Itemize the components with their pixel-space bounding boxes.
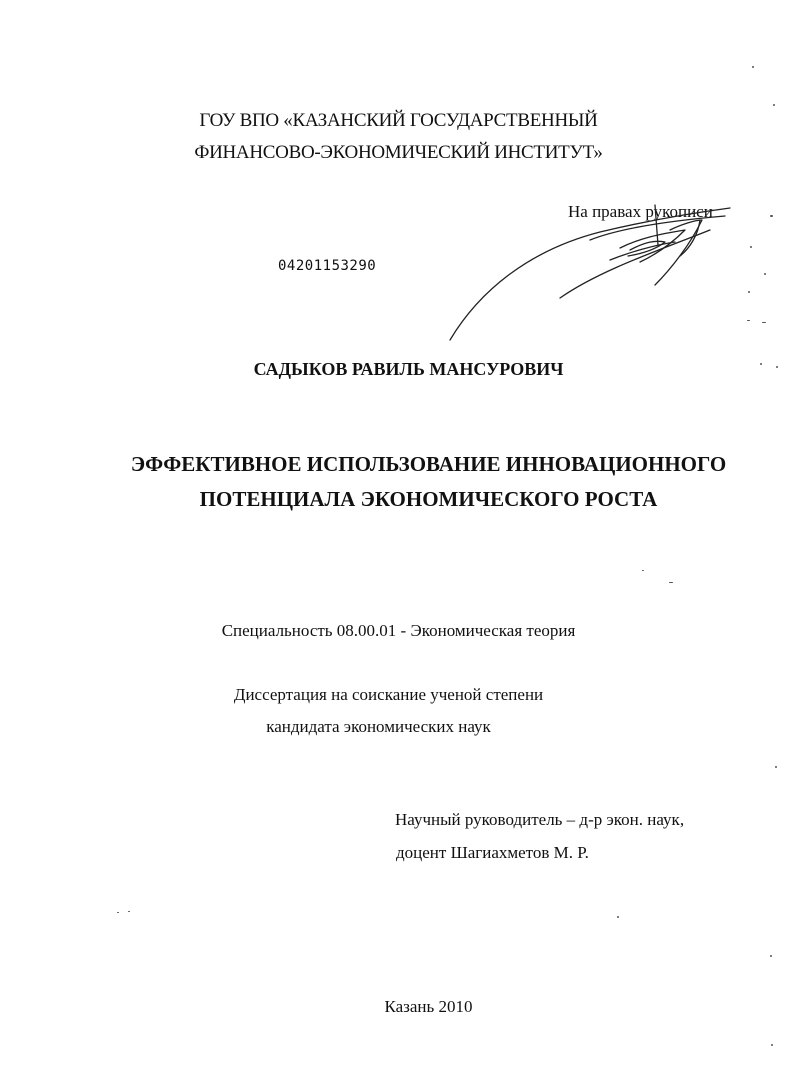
degree-line-2: кандидата экономических наук <box>266 717 491 736</box>
scan-speck <box>750 246 752 248</box>
scan-speck <box>775 766 777 768</box>
dissertation-title-line-1: ЭФФЕКТИВНОЕ ИСПОЛЬЗОВАНИЕ ИННОВАЦИОННОГО <box>130 452 727 476</box>
scan-speck <box>764 273 766 275</box>
handwritten-signature <box>440 190 740 350</box>
scan-speck <box>773 104 775 106</box>
institution-name-line-2: ФИНАНСОВО-ЭКОНОМИЧЕСКИЙ ИНСТИТУТ» <box>194 142 603 163</box>
degree-line-1: Диссертация на соискание ученой степени <box>233 685 544 704</box>
scan-speck <box>760 363 762 365</box>
scan-speck <box>770 955 772 957</box>
scan-speck <box>762 322 766 323</box>
scan-speck <box>748 291 750 293</box>
specialty-line: Специальность 08.00.01 - Экономическая теория <box>221 621 576 640</box>
scan-speck <box>770 215 773 217</box>
scan-speck <box>669 582 673 583</box>
scan-speck <box>117 912 119 913</box>
author-name: САДЫКОВ РАВИЛЬ МАНСУРОВИЧ <box>253 359 564 379</box>
scan-speck <box>747 320 750 321</box>
supervisor-line-1: Научный руководитель – д-р экон. наук, <box>395 810 685 829</box>
scan-speck <box>776 366 778 368</box>
dissertation-title-line-2: ПОТЕНЦИАЛА ЭКОНОМИЧЕСКОГО РОСТА <box>199 487 658 511</box>
scan-speck <box>771 1044 773 1046</box>
city-and-year: Казань 2010 <box>384 997 473 1016</box>
scan-speck <box>642 570 644 571</box>
scan-speck <box>128 911 130 912</box>
supervisor-line-2: доцент Шагиахметов М. Р. <box>396 843 589 862</box>
scan-speck <box>752 66 754 68</box>
institution-name-line-1: ГОУ ВПО «КАЗАНСКИЙ ГОСУДАРСТВЕННЫЙ <box>199 110 598 131</box>
manuscript-rights-note: На правах рукописи <box>568 202 713 221</box>
scan-speck <box>617 916 619 918</box>
registry-number: 04201153290 <box>278 258 377 274</box>
